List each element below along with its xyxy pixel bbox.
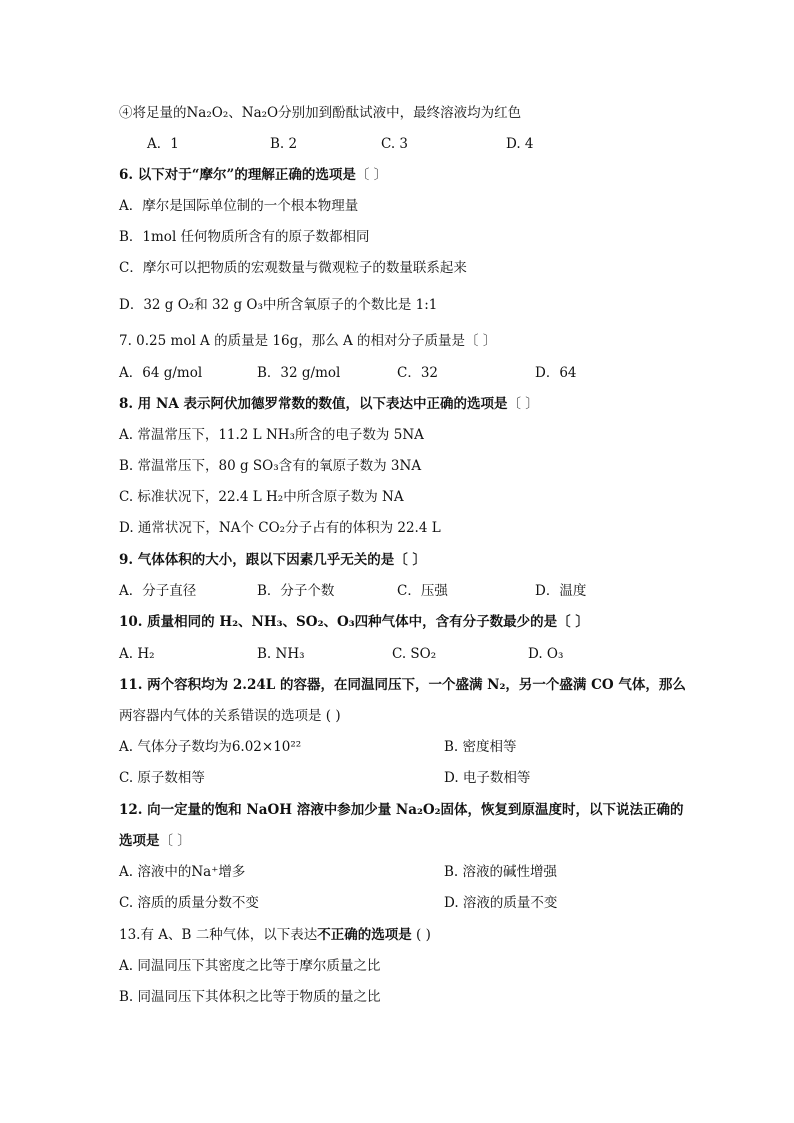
question-12-stem: 12. 向一定量的饱和 NaOH 溶液中参加少量 Na₂O₂固体，恢复到原温度时，以下说法 (119, 802, 644, 818)
question-13-emphasis: 不正确的选项是 (317, 927, 412, 943)
question-6-option-c: C．摩尔可以把物质的宏观数量与微观粒子的数量联系起来 (119, 260, 467, 276)
question-11-option-c: C. 原子数相等 (119, 770, 205, 786)
question-13-stem: 13.有 A、B 二种气体，以下表达 (119, 927, 318, 943)
question-8-option-b: B. 常温常压下，80 g SO₃含有的氧原子数为 3NA (119, 458, 422, 474)
question-10-option-b: B. NH₃ (257, 646, 305, 662)
question-11-option-a: A. 气体分子数均为6.02×10²² (119, 739, 302, 755)
option-b: B. 2 (270, 136, 298, 152)
question-11-line-1: 11. 两个容积均为 2.24L 的容器，在同温同压下，一个盛满 N₂，另一个盛满 CO 气体，那么 (119, 677, 686, 693)
question-8-option-d: D. 通常状况下，NA个 CO₂分子占有的体积为 22.4 L (119, 520, 441, 536)
question-9: 9. 气体体积的大小，跟以下因素几乎无关的是〔 〕 (119, 552, 426, 568)
question-10-option-a: A. H₂ (119, 646, 155, 662)
question-10-option-c: C. SO₂ (392, 646, 437, 662)
question-13-option-a: A. 同温同压下其密度之比等于摩尔质量之比 (119, 958, 381, 974)
option-d: D. 4 (506, 136, 534, 152)
question-12-bracket: 〔 〕 (159, 833, 191, 849)
question-11-line-2: 两容器内气体的关系错误的选项是 ( ) (119, 708, 341, 724)
question-12-line-2 (119, 832, 191, 850)
question-12-emphasis-cont: 选项是 (119, 833, 160, 849)
question-8-emphasis: 正确的选项是 (426, 396, 508, 412)
question-12-option-d: D. 溶液的质量不变 (444, 895, 558, 911)
question-6-option-d: D．32 g O₂和 32 g O₃中所含氧原子的个数比是 1:1 (119, 297, 438, 313)
statement-4: ④将足量的Na₂O₂、Na₂O分别加到酚酞试液中，最终溶液均为红色 (119, 105, 522, 121)
question-10: 10. 质量相同的 H₂、NH₃、SO₂、O₃四种气体中，含有分子数最少的是〔 〕 (119, 614, 589, 630)
question-8-option-a: A. 常温常压下，11.2 L NH₃所含的电子数为 5NA (119, 427, 424, 443)
question-13 (119, 926, 431, 944)
option-a: A．1 (147, 136, 179, 152)
question-6 (119, 166, 387, 184)
question-13-bracket: ( ) (411, 927, 431, 943)
question-8-stem: 8. 用 NA 表示阿伏加德罗常数的数值，以下表达中 (119, 396, 427, 412)
question-7-option-b: B．32 g/mol (257, 365, 341, 381)
question-10-option-d: D. O₃ (528, 646, 564, 662)
question-12-option-c: C. 溶质的质量分数不变 (119, 895, 259, 911)
question-9-option-d: D．温度 (535, 583, 587, 599)
question-6-stem: 6. 以下对于“摩尔”的理解 (119, 167, 275, 183)
question-7-option-c: C．32 (397, 365, 439, 381)
question-8-bracket: 〔 〕 (507, 396, 539, 412)
question-7-option-d: D．64 (535, 365, 577, 381)
question-8 (119, 395, 539, 413)
question-12-line-1 (119, 801, 684, 819)
question-6-emphasis: 正确的选项是 (274, 167, 356, 183)
question-12-option-b: B. 溶液的碱性增强 (444, 864, 558, 880)
question-12-emphasis: 正确的 (643, 802, 684, 818)
question-6-option-b: B．1mol 任何物质所含有的原子数都相同 (119, 229, 370, 245)
question-11-option-b: B. 密度相等 (444, 739, 517, 755)
question-9-option-b: B．分子个数 (257, 583, 335, 599)
question-7: 7. 0.25 mol A 的质量是 16g，那么 A 的相对分子质量是〔 〕 (119, 333, 497, 349)
option-c: C. 3 (381, 136, 409, 152)
question-7-option-a: A．64 g/mol (119, 365, 203, 381)
question-9-option-c: C．压强 (397, 583, 448, 599)
question-13-option-b: B. 同温同压下其体积之比等于物质的量之比 (119, 989, 381, 1005)
question-12-option-a: A. 溶液中的Na⁺增多 (119, 864, 246, 880)
question-8-option-c: C. 标准状况下，22.4 L H₂中所含原子数为 NA (119, 489, 404, 505)
question-9-option-a: A．分子直径 (119, 583, 197, 599)
question-11-option-d: D. 电子数相等 (444, 770, 531, 786)
question-6-option-a: A．摩尔是国际单位制的一个根本物理量 (119, 198, 359, 214)
question-6-bracket: 〔 〕 (355, 167, 388, 183)
